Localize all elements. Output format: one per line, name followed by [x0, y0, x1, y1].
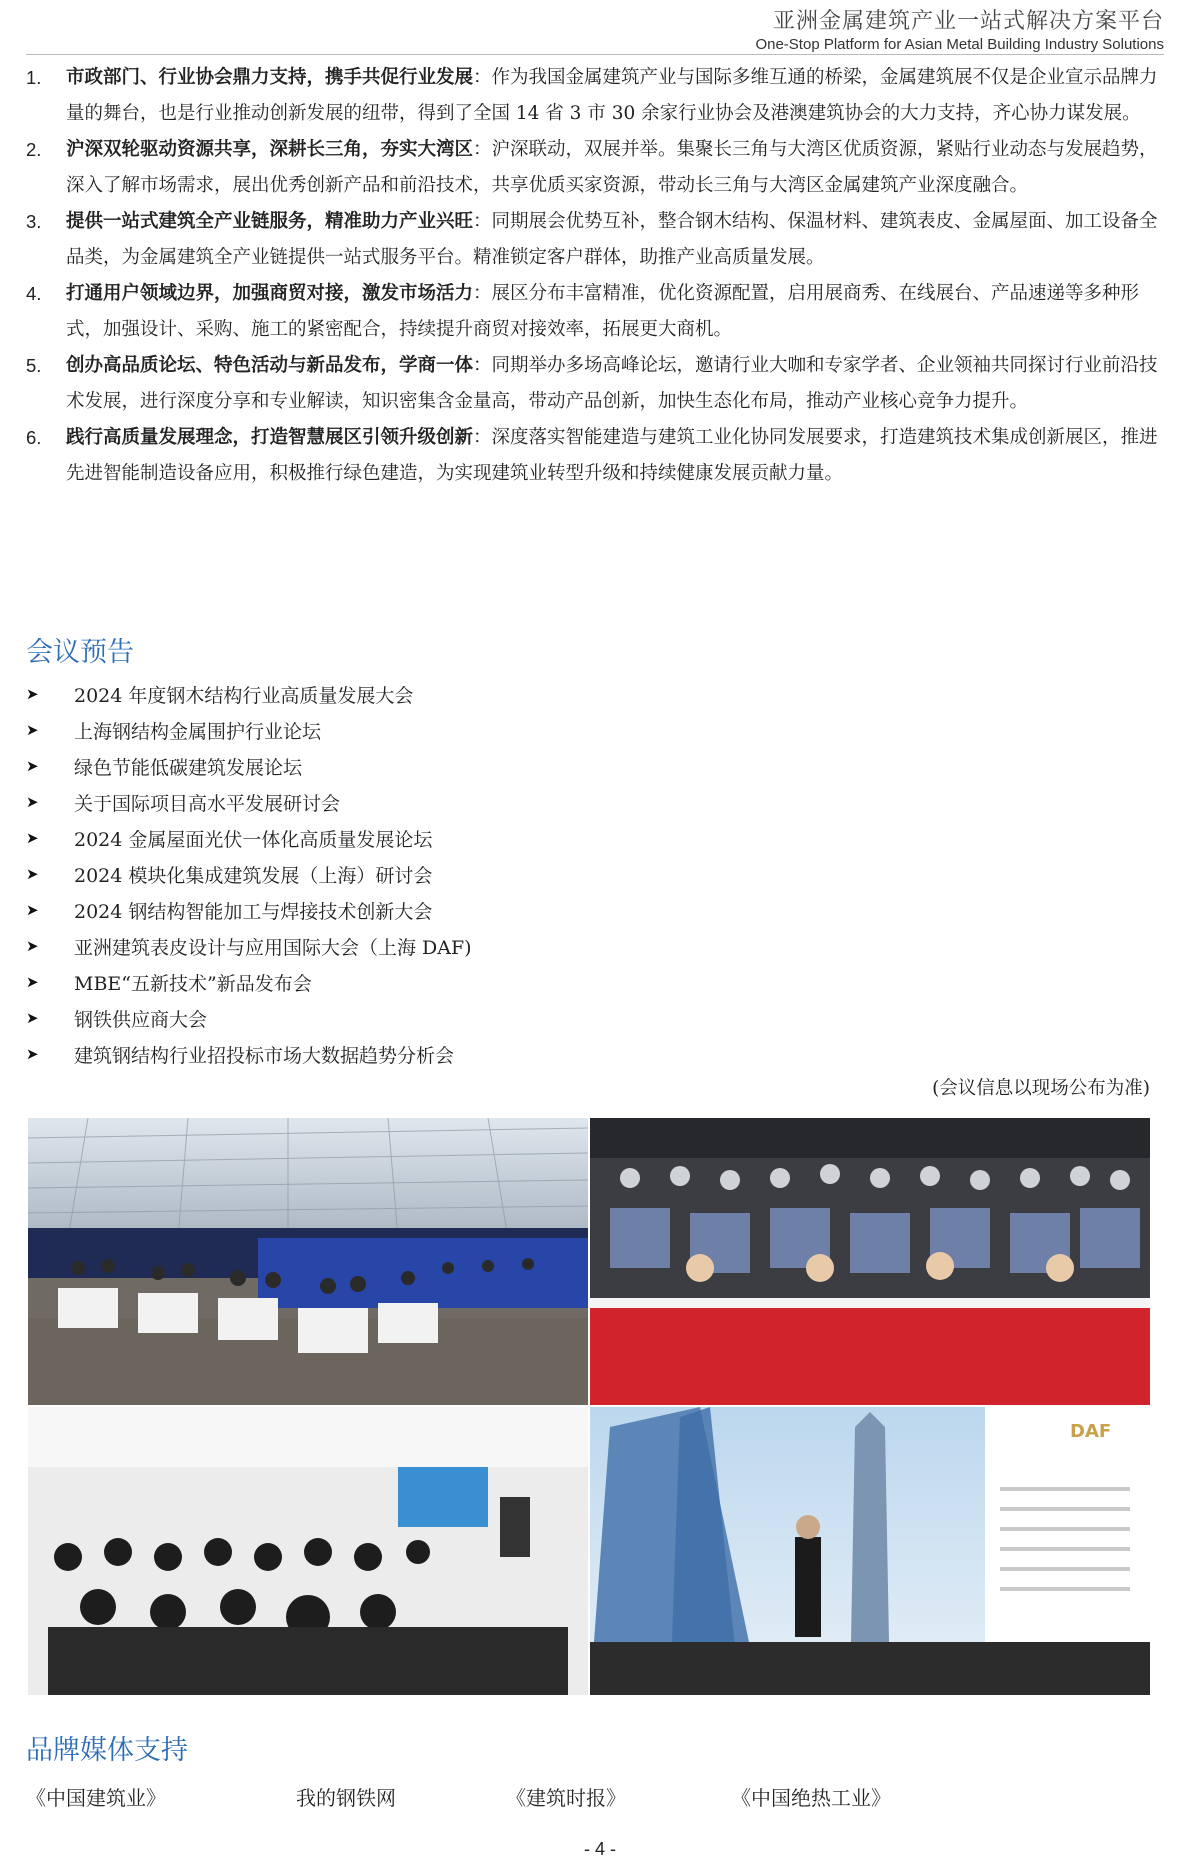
highlight-text: ：同期展会优势互补，整合钢木结构、保温材料、建筑表皮、金属屋面、加工设备全品类，为金属建筑全产业链提供一站式服务平台。精准锁定客户群体，助推产业高质量发展。 [66, 211, 1158, 268]
media-item: 《建筑时报》 [506, 1786, 626, 1810]
arrow-right-icon: ➤ [26, 685, 39, 703]
conference-item [26, 892, 472, 928]
arrow-right-icon: ➤ [26, 973, 39, 991]
conference-item-label: 2024 钢结构智能加工与焊接技术创新大会 [74, 900, 433, 923]
conference-item [26, 676, 472, 712]
conference-item-label: 建筑钢结构行业招投标市场大数据趋势分析会 [74, 1044, 455, 1067]
highlight-text: ：展区分布丰富精准，优化资源配置，启用展商秀、在线展台、产品速递等多种形式，加强设计、采购、施工的紧密配合，持续提升商贸对接效率，拓展更大商机。 [66, 283, 1140, 340]
conference-item [26, 1036, 472, 1072]
highlight-lead: 打通用户领域边界，加强商贸对接，激发市场活力 [66, 283, 474, 304]
highlight-number: 6. [26, 427, 42, 448]
highlight-body [66, 204, 1166, 276]
highlight-body [66, 60, 1166, 132]
highlight-text: ：沪深联动，双展并举。集聚长三角与大湾区优质资源，紧贴行业动态与发展趋势，深入了解市场需求，展出优秀创新产品和前沿技术，共享优质买家资源，带动长三角与大湾区金属建筑产业深度融合。 [66, 139, 1158, 196]
media-item: 我的钢铁网 [296, 1786, 396, 1810]
highlight-item [26, 204, 1166, 276]
highlight-lead: 市政部门、行业协会鼎力支持，携手共促行业发展 [66, 67, 474, 88]
conference-notice: (会议信息以现场公布为准) [932, 1078, 1150, 1099]
conference-item [26, 856, 472, 892]
highlight-text: ：同期举办多场高峰论坛，邀请行业大咖和专家学者、企业领袖共同探讨行业前沿技术发展，进行深度分享和专业解读，知识密集含金量高，带动产品创新，加快生态化布局，推动产业核心竞争力提升。 [66, 355, 1158, 412]
conference-item-label: 2024 模块化集成建筑发展（上海）研讨会 [74, 864, 433, 887]
conference-item [26, 712, 472, 748]
highlight-item [26, 60, 1166, 132]
highlight-item [26, 420, 1166, 492]
conference-item [26, 820, 472, 856]
highlight-text: ：作为我国金属建筑产业与国际多维互通的桥梁，金属建筑展不仅是企业宣示品牌力量的舞台，也是行业推动创新发展的纽带，得到了全国 14 省 3 市 30 余家行业协会及港澳建筑协会的大力支持，齐心协力谋发展。 [66, 67, 1158, 124]
highlight-lead: 践行高质量发展理念，打造智慧展区引领升级创新 [66, 427, 474, 448]
media-section-title: 品牌媒体支持 [26, 1735, 188, 1766]
arrow-right-icon: ➤ [26, 937, 39, 955]
highlight-number: 2. [26, 139, 42, 160]
photo-lecture-room [28, 1407, 588, 1695]
conference-item-label: 钢铁供应商大会 [74, 1008, 208, 1031]
conference-item [26, 964, 472, 1000]
arrow-right-icon: ➤ [26, 829, 39, 847]
highlight-lead: 创办高品质论坛、特色活动与新品发布，学商一体 [66, 355, 474, 376]
conference-item [26, 784, 472, 820]
conference-item [26, 748, 472, 784]
conference-list [26, 676, 472, 1072]
highlight-body [66, 276, 1166, 348]
arrow-right-icon: ➤ [26, 721, 39, 739]
conference-item-label: 绿色节能低碳建筑发展论坛 [74, 756, 303, 779]
page-header [755, 4, 1164, 53]
highlight-lead: 提供一站式建筑全产业链服务，精准助力产业兴旺 [66, 211, 474, 232]
conference-section-title: 会议预告 [26, 637, 134, 668]
highlight-item [26, 348, 1166, 420]
media-item: 《中国建筑业》 [26, 1786, 166, 1810]
arrow-right-icon: ➤ [26, 1009, 39, 1027]
conference-item-label: MBE“五新技术”新品发布会 [74, 972, 312, 995]
header-divider [26, 54, 1164, 55]
arrow-right-icon: ➤ [26, 1045, 39, 1063]
photo-seminar-audience [590, 1118, 1150, 1405]
conference-item [26, 1000, 472, 1036]
highlight-number: 5. [26, 355, 42, 376]
conference-item-label: 2024 金属屋面光伏一体化高质量发展论坛 [74, 828, 433, 851]
header-title-cn: 亚洲金属建筑产业一站式解决方案平台 [772, 9, 1164, 34]
highlights-list [26, 60, 1166, 492]
photo-forum-hall [28, 1118, 588, 1405]
arrow-right-icon: ➤ [26, 757, 39, 775]
page-number: - 4 - [583, 1839, 616, 1859]
photo-speaker-stage [590, 1407, 1150, 1695]
conference-item-label: 亚洲建筑表皮设计与应用国际大会（上海 DAF) [74, 936, 472, 959]
media-item: 《中国绝热工业》 [731, 1786, 891, 1810]
highlight-number: 1. [26, 67, 42, 88]
conference-item-label: 2024 年度钢木结构行业高质量发展大会 [74, 684, 414, 707]
conference-item-label: 上海钢结构金属围护行业论坛 [74, 720, 322, 743]
daf-logo-text: DAF [1070, 1421, 1112, 1442]
highlight-body [66, 132, 1166, 204]
conference-item [26, 928, 472, 964]
conference-item-label: 关于国际项目高水平发展研讨会 [74, 792, 341, 815]
highlight-body [66, 348, 1166, 420]
highlight-number: 4. [26, 283, 42, 304]
highlight-text: ：深度落实智能建造与建筑工业化协同发展要求，打造建筑技术集成创新展区，推进先进智能制造设备应用，积极推行绿色建造，为实现建筑业转型升级和持续健康发展贡献力量。 [66, 427, 1158, 484]
arrow-right-icon: ➤ [26, 901, 39, 919]
highlight-item [26, 276, 1166, 348]
highlight-lead: 沪深双轮驱动资源共享，深耕长三角，夯实大湾区 [66, 139, 474, 160]
arrow-right-icon: ➤ [26, 865, 39, 883]
arrow-right-icon: ➤ [26, 793, 39, 811]
highlight-body [66, 420, 1166, 492]
header-title-en: One-Stop Platform for Asian Metal Building Industry Solutions [755, 36, 1164, 53]
highlight-item [26, 132, 1166, 204]
highlight-number: 3. [26, 211, 42, 232]
